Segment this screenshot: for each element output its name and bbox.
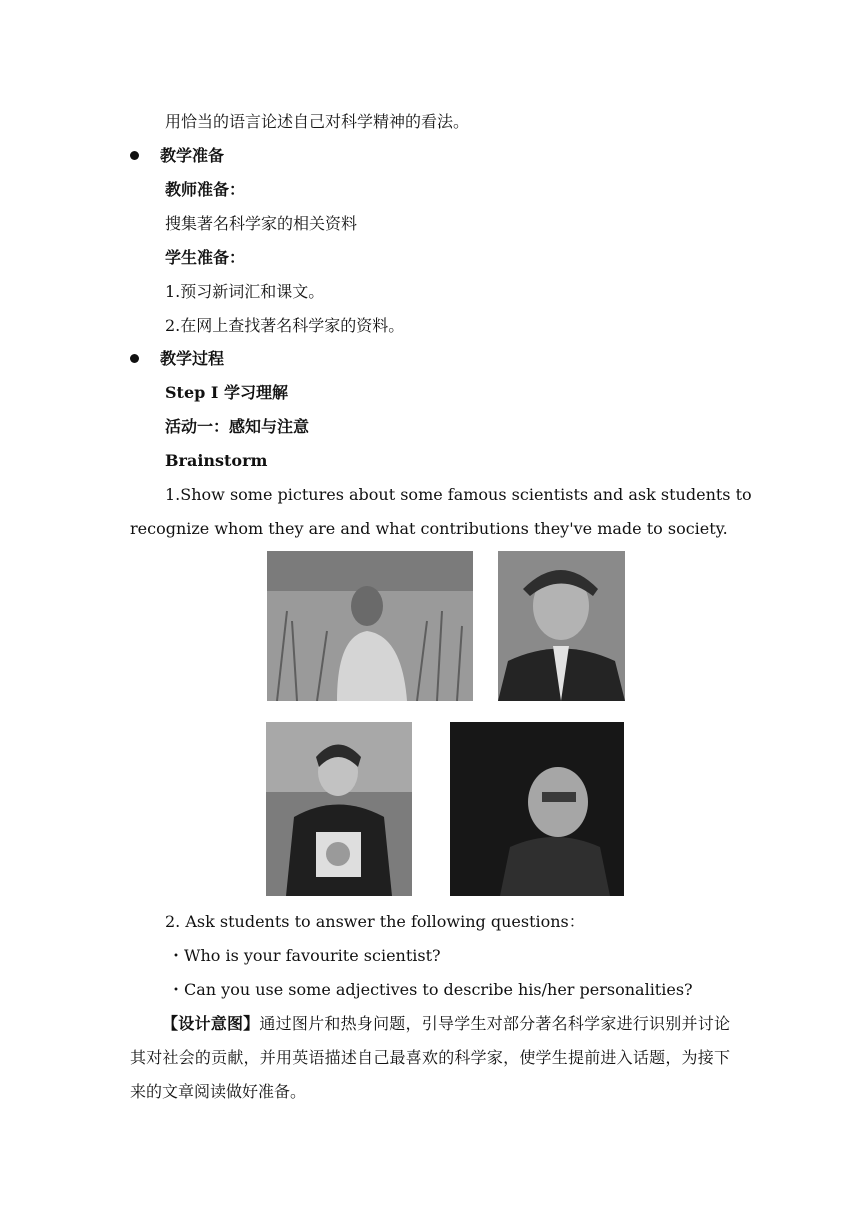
step-heading: Step I 学习理解 bbox=[165, 383, 288, 402]
teacher-prep-item: 搜集著名科学家的相关资料 bbox=[165, 214, 358, 233]
design-intent-text: 通过图片和热身问题，引导学生对部分著名科学家进行识别并讨论其对社会的贡献，并用英语描述自己最喜欢的科学家，使学生提前进入话题，为接下来的文章阅读做好准备。 bbox=[130, 1014, 730, 1101]
design-intent-paragraph bbox=[130, 1007, 730, 1109]
student-prep-item: 2.在网上查找著名科学家的资料。 bbox=[165, 316, 405, 335]
intro-line: 用恰当的语言论述自己对科学精神的看法。 bbox=[165, 112, 470, 131]
scientist-photo-field bbox=[267, 551, 473, 701]
section-heading-process: 教学过程 bbox=[160, 349, 225, 368]
item2-text: 2. Ask students to answer the following questions： bbox=[165, 912, 585, 931]
section-heading-prep: 教学准备 bbox=[160, 146, 225, 165]
teacher-prep-label: 教师准备： bbox=[165, 180, 246, 199]
bullet-dot bbox=[130, 354, 139, 363]
item1-line1: 1.Show some pictures about some famous scientists and ask students to bbox=[165, 485, 752, 504]
brainstorm-heading: Brainstorm bbox=[165, 451, 268, 470]
design-intent-label: 【设计意图】 bbox=[162, 1014, 260, 1033]
activity-heading: 活动一：感知与注意 bbox=[165, 417, 310, 436]
scientist-photo-portrait bbox=[498, 551, 625, 701]
bullet-dot bbox=[130, 151, 139, 160]
question-item: ・Can you use some adjectives to describe his/her personalities? bbox=[168, 980, 693, 999]
scientist-photo-dark bbox=[450, 722, 624, 896]
item1-line2: recognize whom they are and what contributions they've made to society. bbox=[130, 519, 728, 538]
student-prep-item: 1.预习新词汇和课文。 bbox=[165, 282, 325, 301]
scientist-photo-award bbox=[266, 722, 412, 896]
question-item: ・Who is your favourite scientist? bbox=[168, 946, 441, 965]
student-prep-label: 学生准备： bbox=[165, 248, 246, 267]
